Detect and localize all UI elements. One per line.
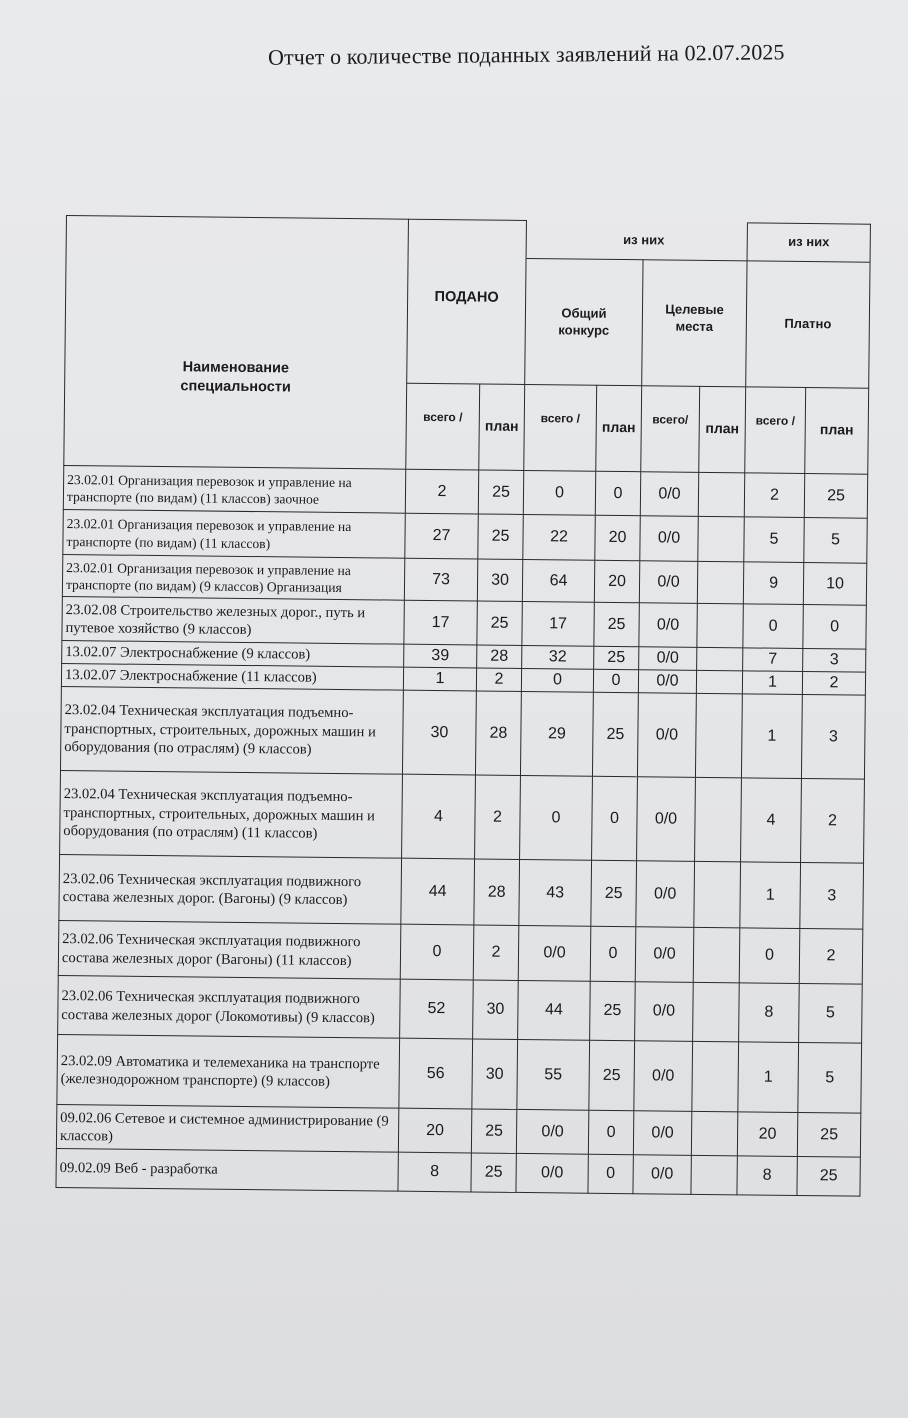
cell-obsh-plan: 0 bbox=[595, 471, 640, 515]
cell-plat: 8 bbox=[739, 983, 800, 1043]
cell-podano-plan: 25 bbox=[477, 601, 522, 645]
cell-podano: 27 bbox=[405, 513, 478, 559]
cell-podano-plan: 25 bbox=[471, 1153, 516, 1192]
cell-podano: 44 bbox=[401, 858, 475, 925]
cell-plat-plan: 3 bbox=[803, 648, 866, 672]
header-vsego-4: всего / bbox=[745, 387, 806, 474]
cell-podano-plan: 28 bbox=[475, 691, 521, 775]
cell-obsh-plan: 0 bbox=[588, 1154, 633, 1193]
cell-obsh: 32 bbox=[522, 645, 594, 669]
cell-obsh: 44 bbox=[518, 980, 591, 1040]
cell-obsh: 0 bbox=[521, 668, 593, 692]
cell-podano: 8 bbox=[398, 1152, 471, 1192]
cell-cel-plan bbox=[698, 516, 744, 561]
cell-cel: 0/0 bbox=[636, 861, 695, 928]
cell-podano: 30 bbox=[402, 690, 476, 775]
specialty-name: 23.02.09 Автоматика и телемеханика на транспорте (железнодорожном транспорте) (9 классов) bbox=[57, 1034, 400, 1108]
cell-podano: 52 bbox=[400, 979, 474, 1039]
header-plan-1: план bbox=[479, 384, 525, 470]
specialty-name: 23.02.01 Организация перевозок и управление на транспорте (по видам) (9 классов) Организация bbox=[62, 554, 404, 600]
cell-podano-plan: 30 bbox=[477, 559, 522, 601]
header-iz-nih-1: из них bbox=[623, 232, 665, 248]
cell-cel: 0/0 bbox=[635, 927, 694, 983]
cell-cel: 0/0 bbox=[640, 472, 698, 517]
cell-cel: 0/0 bbox=[639, 561, 697, 604]
cell-podano: 1 bbox=[403, 667, 476, 691]
cell-plat-plan: 10 bbox=[803, 563, 866, 606]
header-plan-2: план bbox=[596, 385, 642, 471]
cell-plat-plan: 3 bbox=[801, 694, 865, 779]
cell-obsh: 43 bbox=[519, 859, 592, 926]
cell-plat: 5 bbox=[744, 517, 804, 563]
cell-plat-plan: 3 bbox=[800, 862, 864, 929]
report-sheet bbox=[55, 215, 871, 1197]
cell-obsh: 0/0 bbox=[516, 1109, 588, 1154]
cell-plat: 1 bbox=[738, 1042, 799, 1113]
cell-cel-plan bbox=[693, 927, 740, 982]
cell-podano-plan: 30 bbox=[472, 1039, 518, 1109]
cell-obsh-plan: 0 bbox=[590, 926, 636, 981]
cell-obsh-plan: 20 bbox=[595, 515, 640, 560]
cell-podano-plan: 25 bbox=[471, 1109, 516, 1153]
cell-plat: 9 bbox=[743, 562, 803, 605]
cell-plat: 7 bbox=[743, 648, 803, 672]
specialty-name: 23.02.01 Организация перевозок и управление на транспорте (по видам) (11 классов) заочное bbox=[63, 465, 405, 513]
cell-cel: 0/0 bbox=[639, 647, 697, 671]
header-podano: ПОДАНО bbox=[434, 288, 499, 306]
cell-plat-plan: 5 bbox=[799, 983, 863, 1043]
cell-podano-plan: 2 bbox=[476, 668, 521, 691]
table-body bbox=[56, 465, 868, 1196]
header-vsego-3: всего/ bbox=[641, 386, 700, 473]
cell-obsh-plan: 0 bbox=[588, 1110, 633, 1154]
cell-cel: 0/0 bbox=[635, 982, 694, 1042]
cell-cel-plan bbox=[692, 1041, 739, 1111]
header-podano-cell bbox=[407, 219, 527, 384]
cell-plat: 4 bbox=[741, 778, 802, 863]
table-row bbox=[60, 686, 865, 779]
cell-podano-plan: 28 bbox=[477, 645, 522, 668]
cell-obsh-plan: 25 bbox=[589, 1040, 635, 1110]
cell-podano-plan: 2 bbox=[475, 775, 521, 859]
specialty-name: 23.02.06 Техническая эксплуатация подвижного состава железных дорог (Локомотивы) (9 классов) bbox=[58, 975, 401, 1038]
cell-obsh-plan: 0 bbox=[593, 669, 638, 692]
report-table bbox=[55, 215, 871, 1197]
cell-cel-plan bbox=[696, 670, 742, 693]
cell-plat-plan: 25 bbox=[797, 1112, 860, 1157]
cell-cel-plan bbox=[691, 1111, 737, 1155]
cell-obsh-plan: 25 bbox=[592, 692, 638, 776]
table-row bbox=[58, 975, 863, 1043]
cell-cel: 0/0 bbox=[633, 1111, 691, 1156]
cell-obsh-plan: 25 bbox=[591, 860, 637, 926]
cell-podano-plan: 25 bbox=[478, 514, 523, 559]
cell-obsh-plan: 20 bbox=[594, 560, 639, 602]
header-obshiy: Общий конкурс bbox=[558, 304, 610, 338]
specialty-name: 13.02.07 Электроснабжение (11 классов) bbox=[61, 663, 403, 690]
table-row bbox=[60, 770, 865, 863]
table-row bbox=[58, 920, 863, 984]
cell-obsh-plan: 25 bbox=[594, 602, 639, 646]
cell-podano: 20 bbox=[398, 1108, 471, 1153]
header-obshiy-cell bbox=[525, 258, 643, 385]
cell-obsh: 29 bbox=[520, 691, 593, 776]
cell-obsh: 0 bbox=[523, 470, 595, 515]
specialty-name: 23.02.01 Организация перевозок и управление на транспорте (по видам) (11 классов) bbox=[63, 509, 405, 558]
cell-obsh: 0/0 bbox=[518, 925, 591, 981]
header-iz-nih-2: из них bbox=[788, 233, 830, 250]
cell-obsh: 17 bbox=[522, 601, 594, 646]
cell-plat: 0 bbox=[739, 928, 800, 984]
cell-plat: 20 bbox=[737, 1112, 797, 1157]
cell-plat-plan: 25 bbox=[804, 474, 867, 519]
cell-plat: 0 bbox=[743, 604, 803, 649]
cell-plat: 1 bbox=[742, 671, 802, 695]
cell-obsh: 64 bbox=[522, 559, 594, 602]
specialty-name: 23.02.08 Строительство железных дорог., путь и путевое хозяйство (9 классов) bbox=[62, 596, 404, 644]
cell-obsh: 55 bbox=[517, 1039, 590, 1110]
specialty-name: 23.02.06 Техническая эксплуатация подвижного состава железных дорог. (Вагоны) (9 классов) bbox=[59, 854, 402, 924]
cell-cel: 0/0 bbox=[634, 1041, 693, 1112]
table-row bbox=[56, 1148, 860, 1196]
header-plan-4: план bbox=[805, 388, 869, 475]
specialty-name: 13.02.07 Электроснабжение (9 классов) bbox=[62, 640, 404, 667]
cell-podano-plan: 30 bbox=[473, 980, 519, 1039]
cell-podano: 0 bbox=[400, 924, 474, 980]
header-celevye-cell bbox=[642, 260, 747, 387]
header-celevye: Целевые места bbox=[665, 301, 724, 334]
cell-cel: 0/0 bbox=[633, 1155, 691, 1195]
page-title: Отчет о количестве поданных заявлений на 02.07.2025 bbox=[267, 39, 785, 70]
specialty-name: 09.02.06 Сетевое и системное администрирование (9 классов) bbox=[56, 1104, 398, 1152]
cell-podano: 73 bbox=[404, 558, 477, 601]
cell-cel-plan bbox=[697, 603, 743, 647]
cell-podano: 2 bbox=[405, 469, 478, 514]
header-plan-3: план bbox=[699, 386, 746, 472]
table-header bbox=[64, 216, 871, 475]
cell-cel-plan bbox=[697, 561, 743, 603]
cell-plat-plan: 25 bbox=[797, 1156, 860, 1196]
cell-cel-plan bbox=[693, 982, 740, 1041]
cell-obsh: 0/0 bbox=[516, 1153, 588, 1193]
cell-plat-plan: 0 bbox=[803, 605, 866, 650]
cell-plat-plan: 5 bbox=[804, 518, 867, 564]
specialty-name: 23.02.04 Техническая эксплуатация подъемно-транспортных, строительных, дорожных машин и оборудования (по отраслям) (9 классов) bbox=[60, 686, 403, 774]
header-iz-nih-2-cell bbox=[747, 223, 870, 262]
header-platno: Платно bbox=[784, 315, 832, 332]
cell-cel: 0/0 bbox=[640, 516, 698, 562]
cell-podano-plan: 25 bbox=[478, 470, 523, 514]
table-row bbox=[59, 854, 864, 929]
cell-podano-plan: 2 bbox=[473, 925, 519, 980]
cell-plat-plan: 2 bbox=[799, 928, 863, 984]
cell-plat-plan: 2 bbox=[801, 778, 865, 863]
cell-obsh-plan: 25 bbox=[590, 981, 636, 1040]
specialty-name: 09.02.09 Веб - разработка bbox=[56, 1148, 398, 1191]
cell-plat: 8 bbox=[737, 1156, 797, 1196]
cell-plat-plan: 5 bbox=[798, 1042, 862, 1113]
header-iz-nih-1-cell bbox=[526, 220, 747, 260]
table-row bbox=[57, 1034, 862, 1113]
cell-cel: 0/0 bbox=[638, 670, 696, 694]
cell-plat: 2 bbox=[744, 473, 804, 518]
cell-cel: 0/0 bbox=[639, 603, 697, 648]
cell-cel-plan bbox=[695, 693, 742, 777]
cell-obsh: 22 bbox=[523, 514, 595, 560]
specialty-name: 23.02.04 Техническая эксплуатация подъемно-транспортных, строительных, дорожных машин и оборудования (по отраслям) (11 классов) bbox=[60, 770, 403, 858]
header-name-cell bbox=[64, 216, 409, 470]
cell-podano: 56 bbox=[399, 1038, 473, 1109]
cell-cel: 0/0 bbox=[637, 777, 696, 862]
cell-plat: 1 bbox=[741, 694, 802, 779]
cell-cel-plan bbox=[691, 1155, 737, 1194]
header-vsego-1: всего / bbox=[406, 383, 480, 470]
cell-podano: 4 bbox=[402, 774, 476, 859]
cell-podano: 17 bbox=[404, 600, 477, 645]
cell-podano: 39 bbox=[404, 644, 477, 668]
header-name: Наименование специальности bbox=[180, 358, 291, 395]
cell-podano-plan: 28 bbox=[474, 859, 520, 925]
cell-obsh-plan: 25 bbox=[594, 646, 639, 669]
cell-cel-plan bbox=[697, 647, 743, 670]
header-platno-cell bbox=[746, 261, 870, 388]
cell-obsh: 0 bbox=[520, 775, 593, 860]
cell-plat-plan: 2 bbox=[802, 671, 865, 695]
cell-cel-plan bbox=[694, 861, 741, 927]
header-vsego-2: всего / bbox=[524, 384, 597, 471]
specialty-name: 23.02.06 Техническая эксплуатация подвижного состава железных дорог (Вагоны) (11 классов) bbox=[58, 920, 401, 979]
cell-cel: 0/0 bbox=[637, 693, 696, 778]
cell-cel-plan bbox=[698, 472, 744, 516]
cell-cel-plan bbox=[695, 777, 742, 861]
cell-plat: 1 bbox=[740, 862, 801, 929]
cell-obsh-plan: 0 bbox=[592, 776, 638, 860]
